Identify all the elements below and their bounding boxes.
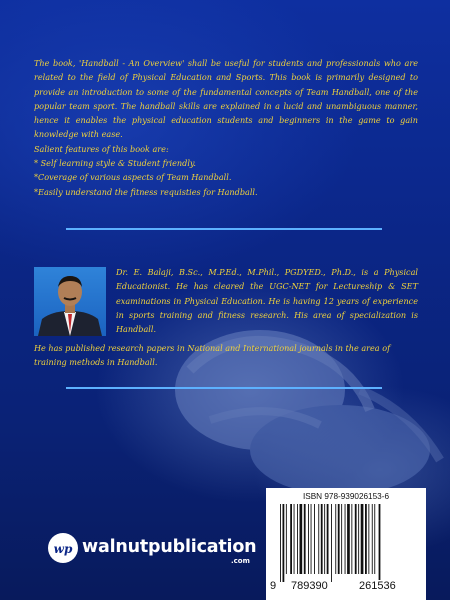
barcode-bar <box>290 504 292 574</box>
barcode-digit-first: 9 <box>270 580 277 592</box>
logo-mark-text: wp <box>53 542 73 556</box>
feature-item: *Coverage of various aspects of Team Handball. <box>34 172 232 183</box>
isbn-barcode <box>266 488 426 600</box>
barcode-bar <box>300 504 303 574</box>
barcode-bar <box>314 504 315 574</box>
barcode-bar <box>280 504 281 582</box>
barcode-bar <box>347 504 350 574</box>
barcode-bar <box>351 504 352 574</box>
description-paragraph: The book, 'Handball - An Overview' shall be useful for students and professionals who are related to the field of Physical Education and Sports. This book is primarily designed to provide an introduction to some of the fundamental concepts of Team Handball, one of the popular team sport. The handball skills are explained in a lucid and unambiguous manner, hence it enables the physical education students and beginners in the game to gain knowledge with ease. <box>34 58 418 140</box>
barcode-bar <box>308 504 309 574</box>
barcode-bar <box>324 504 325 574</box>
barcode-bar <box>345 504 346 574</box>
isbn-label: ISBN 978-939026153-6 <box>302 492 390 501</box>
barcode-bar <box>297 504 298 574</box>
barcode-bar <box>321 504 323 574</box>
barcode-bar <box>311 504 312 574</box>
barcode-bar <box>368 504 369 574</box>
barcode-digit-group: 261536 <box>359 580 396 592</box>
publisher-logo <box>48 530 268 570</box>
feature-item: *Easily understand the fitness requisties for Handball. <box>34 186 258 197</box>
barcode-digits <box>266 580 426 598</box>
barcode-bar <box>361 504 364 574</box>
divider-line <box>66 387 382 389</box>
publisher-suffix: .com <box>231 557 250 565</box>
publisher-logo-icon <box>48 533 78 563</box>
features-heading: Salient features of this book are: <box>34 143 169 154</box>
barcode-bar <box>335 504 336 574</box>
barcode-bars <box>272 504 420 582</box>
barcode-bar <box>355 504 357 574</box>
barcode-digit-group: 789390 <box>291 580 328 592</box>
book-description <box>34 56 418 199</box>
author-bio: Dr. E. Balaji, B.Sc., M.P.Ed., M.Phil., PGDYED., Ph.D., is a Physical Educationist. He has cleared the UGC-NET for Lectureship & SET examinations in Physical Education. He is having 12 years of experience in sports training and fitness research. His area of specialization is Handball. <box>116 267 418 335</box>
barcode-bar <box>365 504 367 574</box>
barcode-bar <box>358 504 359 574</box>
barcode-bar <box>283 504 285 582</box>
barcode-bar <box>304 504 306 574</box>
barcode-bar <box>331 504 332 582</box>
barcode-bar <box>379 504 381 582</box>
author-photo <box>34 267 106 336</box>
barcode-bar <box>318 504 319 574</box>
barcode-bar <box>372 504 373 574</box>
barcode-bar <box>374 504 375 574</box>
publisher-name: walnutpublication <box>82 537 257 557</box>
barcode-bar <box>341 504 342 574</box>
barcode-bar <box>327 504 329 574</box>
author-publications: He has published research papers in National and International journals in the area of training methods in Handball. <box>34 343 391 368</box>
feature-item: * Self learning style & Student friendly. <box>34 158 196 169</box>
barcode-bar <box>338 504 340 574</box>
barcode-bar <box>286 504 287 574</box>
divider-line <box>66 228 382 230</box>
barcode-bar <box>294 504 295 574</box>
